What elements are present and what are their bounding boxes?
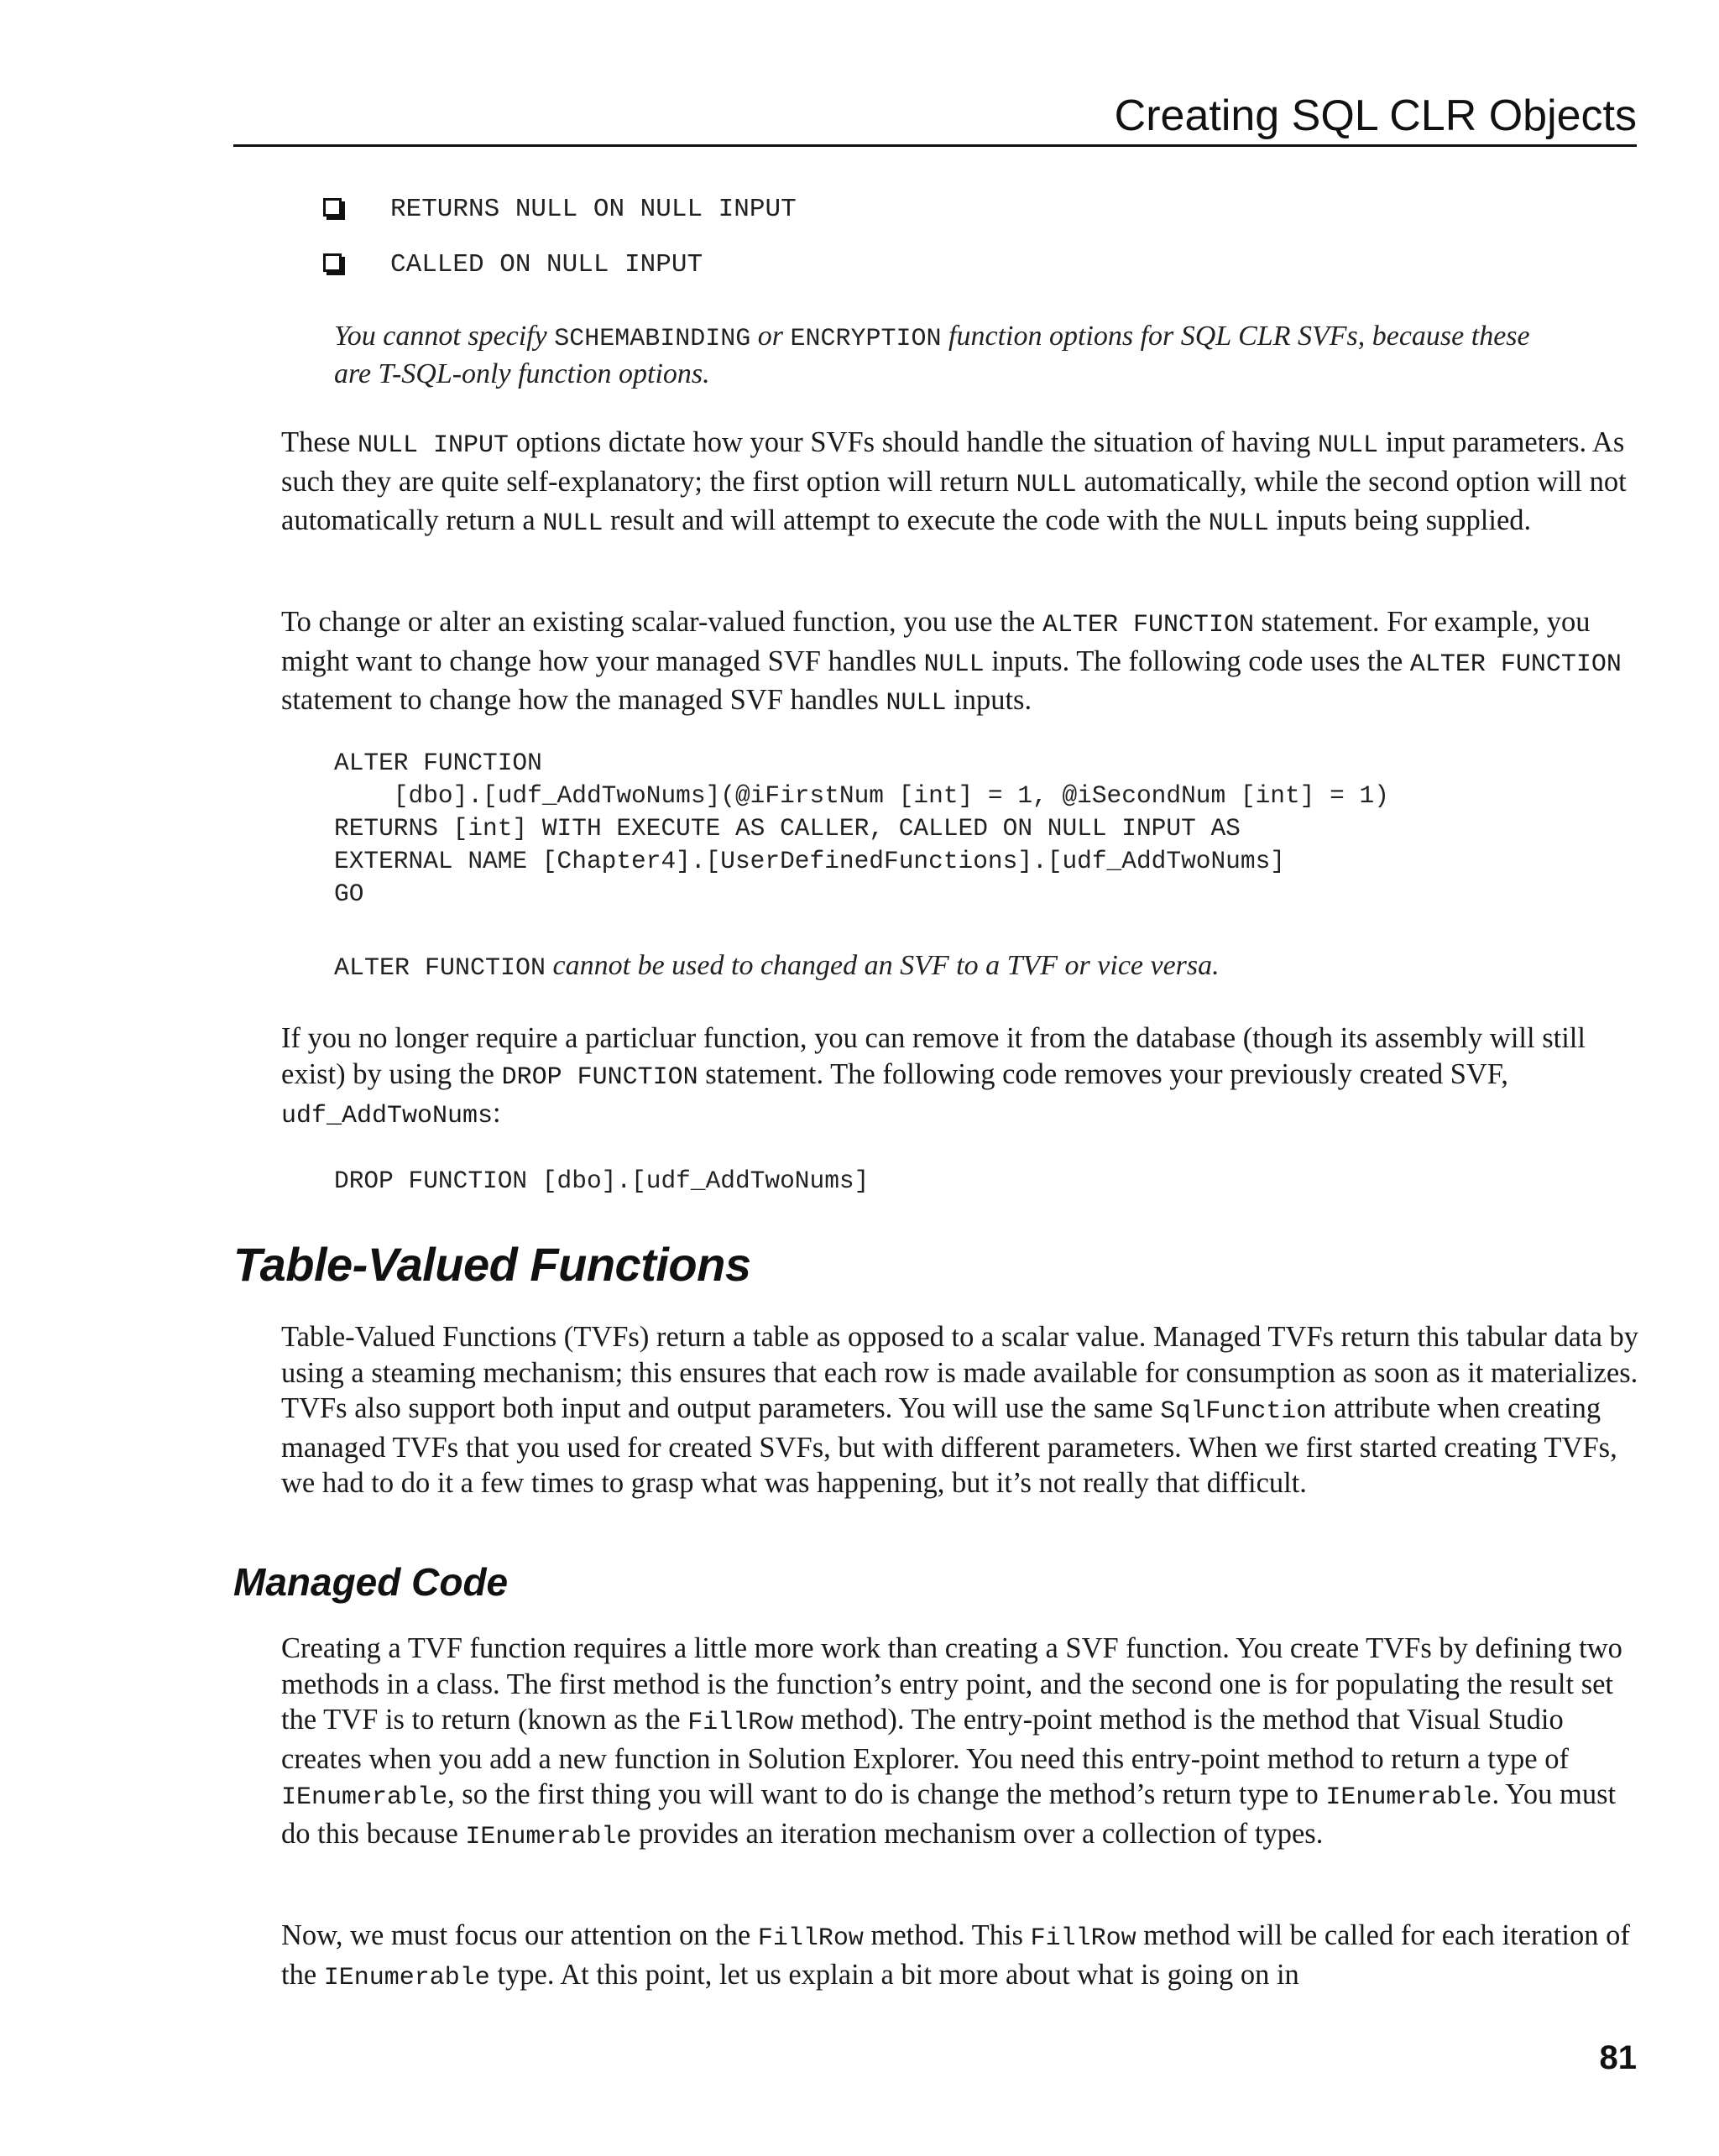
- code-block-alter-function: ALTER FUNCTION [dbo].[udf_AddTwoNums](@iFirstNum [int] = 1, @iSecondNum [int] = 1) RETURNS [int] WITH EXECUTE AS CALLER, CALLED ON NULL INPUT AS EXTERNAL NAME [Chapter4].[UserDefinedFunctions].[udf_AddTwoNums] GO: [334, 749, 1389, 908]
- page-number: 81: [1599, 2039, 1637, 2076]
- bullet-text: CALLED ON NULL INPUT: [390, 250, 703, 279]
- running-title: Creating SQL CLR Objects: [1114, 91, 1637, 140]
- note-schemabinding: You cannot specify SCHEMABINDING or ENCRYPTION function options for SQL CLR SVFs, because these are T-SQL-only function options.: [334, 321, 1530, 389]
- paragraph-null-input: These NULL INPUT options dictate how your SVFs should handle the situation of having NULL input parameters. As such they are quite self-explanatory; the first option will return NULL automatically, while the second option will not automatically return a NULL result and will attempt to execute the code with the NULL inputs being supplied.: [281, 426, 1627, 538]
- paragraph-tvf-intro: Table-Valued Functions (TVFs) return a table as opposed to a scalar value. Managed TVFs return this tabular data by using a steaming mechanism; this ensures that each row is made available for consumption as soon as it materializes. TVFs also support both input and output parameters. You will use the same SqlFunction attribute when creating managed TVFs that you used for created SVFs, but with different parameters. When we first started creating TVFs, we had to do it a few times to grasp what was happening, but it’s not really that difficult.: [281, 1321, 1639, 1499]
- paragraph-fillrow: Now, we must focus our attention on the FillRow method. This FillRow method will be called for each iteration of the IEnumerable type. At this point, let us explain a bit more about what is going on in: [281, 1919, 1630, 1992]
- subsection-heading: Managed Code: [233, 1560, 509, 1604]
- code-block-drop-function: DROP FUNCTION [dbo].[udf_AddTwoNums]: [334, 1167, 870, 1195]
- running-header: [233, 84, 1637, 147]
- bullet-text: RETURNS NULL ON NULL INPUT: [390, 195, 797, 224]
- note-alter-svf-tvf: ALTER FUNCTION cannot be used to changed an SVF to a TVF or vice versa.: [334, 950, 1220, 983]
- paragraph-alter-function: To change or alter an existing scalar-valued function, you use the ALTER FUNCTION statement. For example, you might want to change how your managed SVF handles NULL inputs. The following code uses the ALTER FUNCTION statement to change how the managed SVF handles NULL inputs.: [281, 606, 1622, 718]
- section-heading: Table-Valued Functions: [233, 1238, 751, 1291]
- checkbox-bullet-icon: [323, 198, 342, 217]
- paragraph-managed-code: Creating a TVF function requires a little more work than creating a SVF function. You create TVFs by defining two methods in a class. The first method is the function’s entry point, and the second one is for populating the result set the TVF is to return (known as the FillRow method). The entry-point method is the method that Visual Studio creates when you add a new function in Solution Explorer. You need this entry-point method to return a type of IEnumerable, so the first thing you will want to do is change the method’s return type to IEnumerable. You must do this because IEnumerable provides an iteration mechanism over a collection of types.: [281, 1632, 1622, 1851]
- checkbox-bullet-icon: [323, 253, 342, 272]
- paragraph-drop-function: If you no longer require a particluar function, you can remove it from the database (though its assembly will still exist) by using the DROP FUNCTION statement. The following code removes your previously created SVF, udf_AddTwoNums:: [281, 1022, 1586, 1130]
